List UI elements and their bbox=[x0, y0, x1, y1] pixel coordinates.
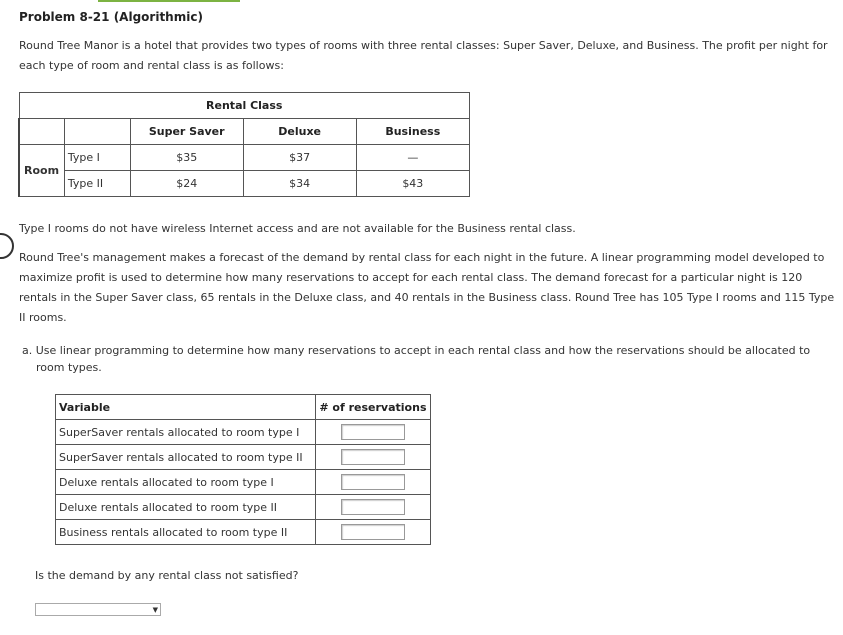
margin-circle-marker bbox=[0, 233, 14, 259]
variable-label: SuperSaver rentals allocated to room type I bbox=[56, 420, 316, 445]
part-a-instructions bbox=[22, 342, 837, 376]
top-accent-line bbox=[98, 0, 240, 2]
table-row bbox=[56, 520, 431, 545]
deluxe-type2-input[interactable] bbox=[341, 499, 405, 515]
profit-table bbox=[18, 92, 470, 197]
cell-type2-business: $43 bbox=[356, 171, 469, 197]
supersaver-type1-input[interactable] bbox=[341, 424, 405, 440]
variables-table bbox=[55, 394, 431, 545]
cell-type2-deluxe: $34 bbox=[243, 171, 356, 197]
variable-label: Business rentals allocated to room type II bbox=[56, 520, 316, 545]
supersaver-type2-input[interactable] bbox=[341, 449, 405, 465]
variable-label: Deluxe rentals allocated to room type II bbox=[56, 495, 316, 520]
part-a-line-1: a. Use linear programming to determine how many reservations to accept in each rental class and how the reservations should be allocated to bbox=[22, 344, 811, 357]
demand-answer-dropdown[interactable] bbox=[35, 603, 161, 616]
room-group-label: Room bbox=[19, 145, 64, 197]
problem-title: Problem 8-21 (Algorithmic) bbox=[19, 10, 203, 24]
variable-label: Deluxe rentals allocated to room type I bbox=[56, 470, 316, 495]
rental-class-header: Rental Class bbox=[19, 93, 470, 119]
intro-paragraph: Round Tree Manor is a hotel that provides two types of rooms with three rental classes: Super Saver, Deluxe, and Business. The profit per night for each type of room and rental class is as follows: bbox=[19, 39, 828, 72]
cell-type1-super-saver: $35 bbox=[130, 145, 243, 171]
part-a-line-2: room types. bbox=[36, 361, 102, 374]
demand-question: Is the demand by any rental class not satisfied? bbox=[35, 569, 299, 582]
table-row bbox=[56, 495, 431, 520]
cell-type2-super-saver: $24 bbox=[130, 171, 243, 197]
variable-label: SuperSaver rentals allocated to room type II bbox=[56, 445, 316, 470]
type1-note: Type I rooms do not have wireless Internet access and are not available for the Business rental class. bbox=[19, 222, 576, 235]
business-type2-input[interactable] bbox=[341, 524, 405, 540]
reservations-column-header: # of reservations bbox=[316, 395, 431, 420]
table-row bbox=[56, 420, 431, 445]
table-row bbox=[56, 445, 431, 470]
empty-label-cell bbox=[64, 119, 130, 145]
chevron-down-icon: ▼ bbox=[152, 606, 158, 614]
row-type-1-label: Type I bbox=[64, 145, 130, 171]
empty-corner-cell bbox=[19, 119, 64, 145]
row-type-2-label: Type II bbox=[64, 171, 130, 197]
col-business: Business bbox=[356, 119, 469, 145]
cell-type1-business: — bbox=[356, 145, 469, 171]
table-row bbox=[56, 470, 431, 495]
col-super-saver: Super Saver bbox=[130, 119, 243, 145]
forecast-paragraph: Round Tree's management makes a forecast of the demand by rental class for each night in the future. A linear programming model developed to maximize profit is used to determine how many reservations to accept for each rental class. The demand forecast for a particular night is 120 rentals in the Super Saver class, 65 rentals in the Deluxe class, and 40 rentals in the Business class. Round Tree has 105 Type I rooms and 115 Type II rooms. bbox=[19, 251, 835, 324]
cell-type1-deluxe: $37 bbox=[243, 145, 356, 171]
col-deluxe: Deluxe bbox=[243, 119, 356, 145]
deluxe-type1-input[interactable] bbox=[341, 474, 405, 490]
variable-column-header: Variable bbox=[56, 395, 316, 420]
